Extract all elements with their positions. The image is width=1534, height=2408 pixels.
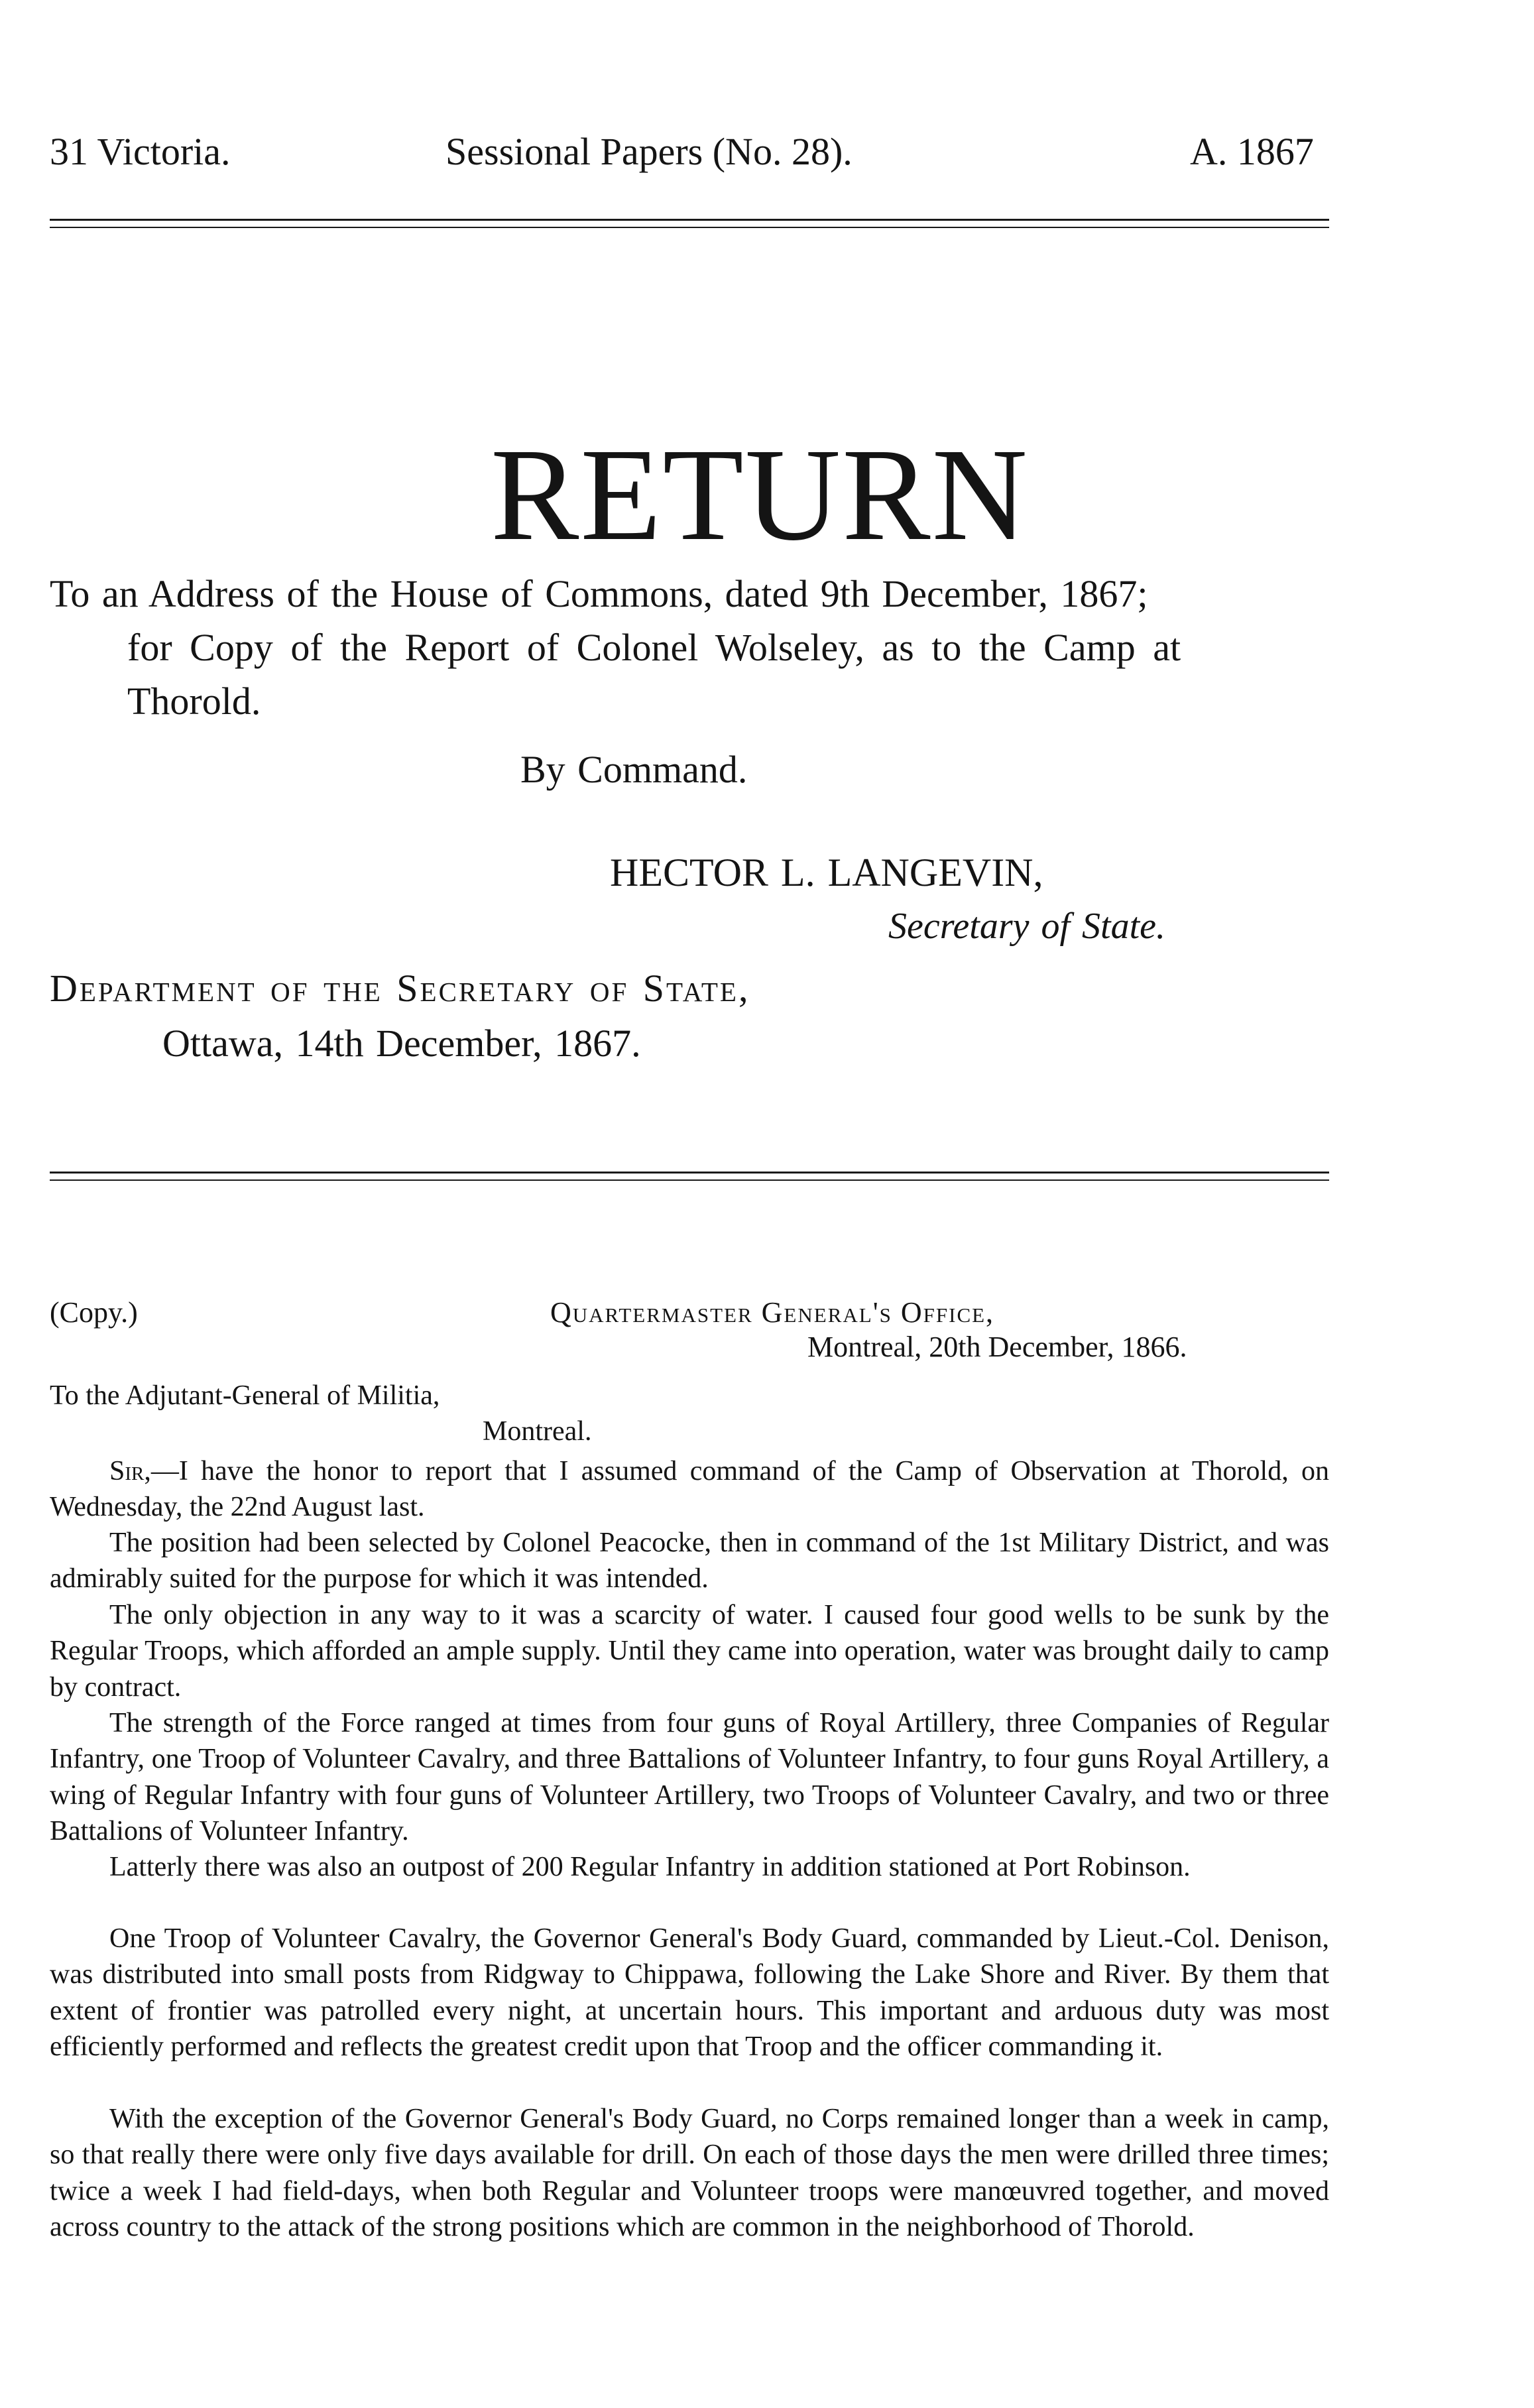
paragraph-7: With the exception of the Governor General's Body Guard, no Corps remained longer than a week in camp, so that really there were only five days available for drill. On each of those days the men were drilled three times; twice a week I had field-days, when both Regular and Volunteer troops were manœuvred together, and moved across country to the attack of the strong positions which are common in the neighborhood of Thorold. bbox=[50, 2104, 1329, 2242]
department-place-date: Ottawa, 14th December, 1867. bbox=[162, 1022, 641, 1065]
paragraph-5: Latterly there was also an outpost of 200 Regular Infantry in addition stationed at Port Robinson. bbox=[109, 1852, 1191, 1882]
header-double-rule bbox=[50, 219, 1329, 228]
addressee-line-1: To the Adjutant-General of Militia, bbox=[50, 1380, 440, 1411]
paragraph-1: Sir,—I have the honor to report that I assumed command of the Camp of Observation at Thorold, on Wednesday, the 22nd August last. bbox=[50, 1456, 1329, 1523]
salutation: Sir, bbox=[109, 1456, 151, 1486]
paragraph-6: One Troop of Volunteer Cavalry, the Governor General's Body Guard, commanded by Lieut.-Col. Denison, was distributed into small posts from Ridgway to Chippawa, following the Lake Shore and River. By them that extent of frontier was patrolled every night, at uncertain hours. This important and arduous duty was most efficiently performed and reflects the greatest credit upon that Troop and the officer commanding it. bbox=[50, 1923, 1329, 2062]
office-name: Quartermaster General's Office, bbox=[550, 1296, 995, 1329]
paragraph-2: The position had been selected by Colonel Peacocke, then in command of the 1st Military District, and was admirably suited for the purpose for which it was intended. bbox=[50, 1528, 1329, 1595]
paragraph-3: The only objection in any way to it was a scarcity of water. I caused four good wells to be sunk by the Regular Troops, which afforded an ample supply. Until they came into operation, water was brought daily to camp by contract. bbox=[50, 1600, 1329, 1703]
header-year: A. 1867 bbox=[1190, 130, 1314, 173]
signatory-title: Secretary of State. bbox=[888, 906, 1166, 947]
signatory-name: HECTOR L. LANGEVIN, bbox=[610, 851, 1043, 894]
header-sessional-papers: Sessional Papers (No. 28). bbox=[445, 130, 853, 173]
by-command: By Command. bbox=[520, 748, 748, 791]
page-title: RETURN bbox=[491, 422, 1029, 568]
addressee-line-2: Montreal. bbox=[483, 1416, 592, 1447]
section-double-rule bbox=[50, 1172, 1329, 1181]
department-name: Department of the Secretary of State, bbox=[50, 967, 750, 1010]
address-line-1: To an Address of the House of Commons, dated 9th December, 1867; bbox=[50, 572, 1148, 615]
address-line-3: Thorold. bbox=[127, 680, 261, 723]
header-session: 31 Victoria. bbox=[50, 130, 231, 173]
address-line-2: for Copy of the Report of Colonel Wolseley, as to the Camp at bbox=[127, 626, 1181, 669]
copy-label: (Copy.) bbox=[50, 1296, 138, 1329]
office-date: Montreal, 20th December, 1866. bbox=[807, 1331, 1187, 1363]
paragraph-4: The strength of the Force ranged at times from four guns of Royal Artillery, three Companies of Regular Infantry, one Troop of Volunteer Cavalry, and three Battalions of Volunteer Infantry, to four guns Royal Artillery, a wing of Regular Infantry with four guns of Volunteer Artillery, two Troops of Volunteer Cavalry, and two or three Battalions of Volunteer Infantry. bbox=[50, 1708, 1329, 1846]
